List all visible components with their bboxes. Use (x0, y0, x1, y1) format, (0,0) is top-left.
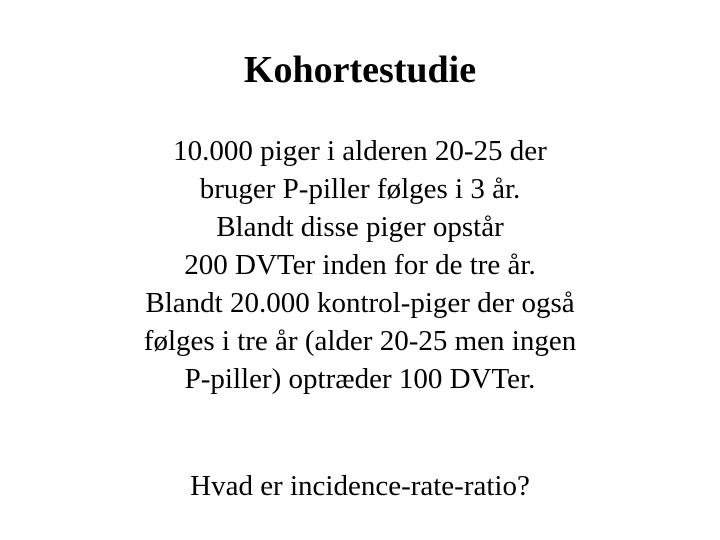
body-line-7: P-piller) optræder 100 DVTer. (184, 363, 536, 395)
body-line-6: følges i tre år (alder 20-25 men ingen (143, 325, 577, 357)
body-line-4: 200 DVTer inden for de tre år. (184, 249, 536, 281)
body-line-3: Blandt disse piger opstår (216, 211, 504, 243)
body-line-1: 10.000 piger i alderen 20-25 der (173, 135, 547, 167)
body-line-5: Blandt 20.000 kontrol-piger der også (145, 287, 575, 319)
question-text: Hvad er incidence-rate-ratio? (190, 470, 530, 502)
slide-body (40, 132, 680, 398)
slide-title: Kohortestudie (243, 49, 477, 91)
body-line-2: bruger P-piller følges i 3 år. (199, 173, 521, 205)
